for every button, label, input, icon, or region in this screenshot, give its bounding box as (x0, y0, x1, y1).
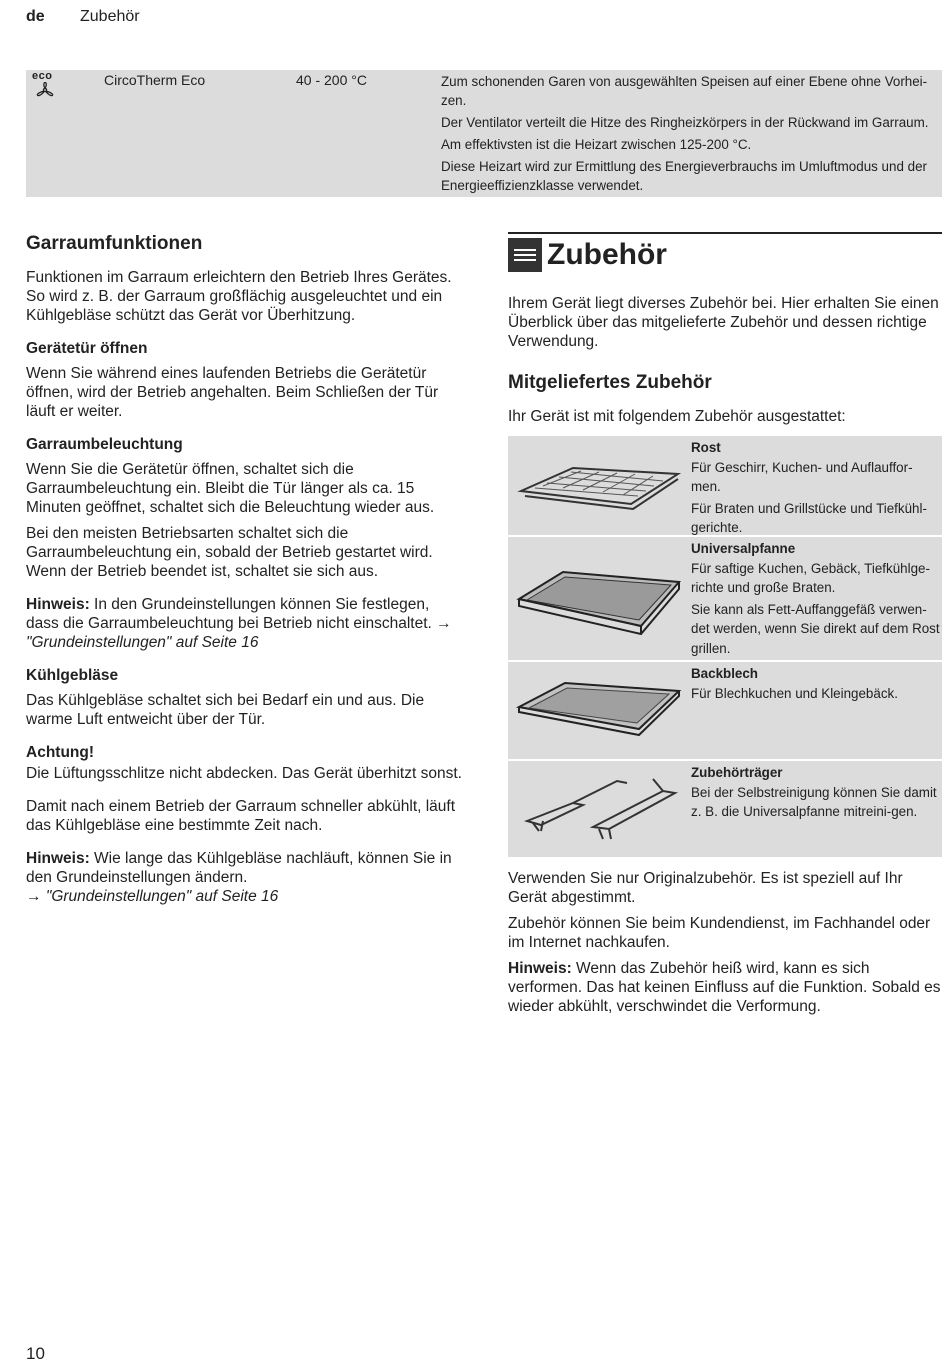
accessory-carrier-icon (508, 761, 688, 857)
accessory-text (688, 662, 941, 759)
desc-line: Am effektivsten ist die Heizart zwischen 125-200 °C. (441, 137, 752, 152)
note-label: Hinweis: (26, 596, 90, 613)
purchase-text: Zubehör können Sie beim Kundendienst, im Fachhandel oder im Internet nachkaufen. (508, 915, 931, 951)
accessory-row-universalpfanne (508, 537, 942, 662)
desc-line: Diese Heizart wird zur Ermittlung des Energieverbrauchs im Umluftmodus und der Energieeffizienzklasse verwendet. (441, 159, 927, 193)
page-reference-link[interactable]: "Grundeinstellungen" auf Seite 16 (26, 634, 259, 651)
accessory-text (688, 537, 941, 660)
warning-title: Achtung! (26, 744, 95, 761)
light-paragraph-1: Wenn Sie die Gerätetür öffnen, schaltet sich die Garraumbeleuchtung ein. Bleibt die Tür länger als ca. 15 Minuten geöffnet, schaltet sich die Beleuchtung wieder aus. (26, 461, 435, 516)
accessory-line: Für Geschirr, Kuchen- und Auflauffor-men. (691, 459, 913, 494)
page-reference-link[interactable]: "Grundeinstellungen" auf Seite 16 (45, 888, 279, 905)
accessory-name: Backblech (691, 666, 758, 681)
heat-deform-note-text: Wenn das Zubehör heiß wird, kann es sich verformen. Das hat keinen Einfluss auf die Funktion. Sobald es wieder abkühlt, verschwindet die Verformung. (508, 960, 941, 1015)
heating-mode-table (26, 70, 942, 197)
accessory-text (688, 436, 941, 535)
light-note-text: In den Grundeinstellungen können Sie festlegen, dass die Garraumbeleuchtung bei Betrieb nicht einschaltet. (26, 596, 432, 632)
accessory-row-backblech (508, 662, 942, 761)
zubehoer-title: Zubehör (547, 238, 667, 271)
mitgeliefertes-intro: Ihr Gerät ist mit folgendem Zubehör ausgestattet: (508, 408, 846, 425)
door-title: Gerätetür öffnen (26, 340, 148, 357)
heating-mode-description (441, 72, 941, 198)
zubehoer-intro: Ihrem Gerät liegt diverses Zubehör bei. Hier erhalten Sie einen Überblick über das mitgelieferte Zubehör und dessen richtige Verwendung. (508, 295, 939, 350)
light-paragraph-2: Bei den meisten Betriebsarten schaltet sich die Garraumbeleuchtung ein, sobald der Betrieb gestartet wird. Wenn der Betrieb beendet ist, schaltet sie sich aus. (26, 525, 433, 580)
accessory-line: Für Blechkuchen und Kleingebäck. (691, 685, 898, 701)
accessory-name: Universalpfanne (691, 541, 796, 556)
desc-line: Der Ventilator verteilt die Hitze des Ringheizkörpers in der Rückwand im Garraum. (441, 115, 929, 130)
garraumfunktionen-intro: Funktionen im Garraum erleichtern den Betrieb Ihres Gerätes. So wird z. B. der Garraum großflächig ausgeleuchtet und ein Kühlgebläse schützt das Gerät vor Überhitzung. (26, 269, 452, 324)
accessory-text (688, 761, 941, 857)
eco-label: eco (32, 70, 53, 82)
rack-icon (508, 436, 688, 535)
fan-note (26, 849, 466, 906)
note-label: Hinweis: (508, 960, 572, 977)
page-header (26, 8, 140, 26)
light-note (26, 595, 466, 652)
language-code: de (26, 8, 45, 25)
mitgeliefertes-title: Mitgeliefertes Zubehör (508, 372, 712, 393)
accessory-line: Sie kann als Fett-Auffanggefäß verwen-det werden, wenn Sie direkt auf dem Rost grillen. (691, 601, 940, 656)
arrow-icon: → (26, 888, 42, 905)
page-number: 10 (26, 1344, 45, 1363)
accessory-name: Zubehörträger (691, 765, 783, 780)
accessory-chapter-icon (508, 238, 542, 272)
zubehoer-heading (508, 232, 942, 272)
desc-line: Zum schonenden Garen von ausgewählten Speisen auf einer Ebene ohne Vorhei-zen. (441, 74, 928, 108)
accessory-line: Bei der Selbstreinigung können Sie damit z. B. die Universalpfanne mitreini-gen. (691, 784, 937, 819)
original-accessory-text: Verwenden Sie nur Originalzubehör. Es ist speziell auf Ihr Gerät abgestimmt. (508, 870, 903, 906)
accessory-row-zubehoertraeger (508, 761, 942, 857)
accessory-name: Rost (691, 440, 721, 455)
universal-pan-icon (508, 537, 688, 660)
header-section: Zubehör (80, 8, 140, 25)
fan-paragraph-2: Damit nach einem Betrieb der Garraum schneller abkühlt, läuft das Kühlgebläse eine bestimmte Zeit nach. (26, 798, 456, 834)
heat-deform-note (508, 959, 942, 1016)
fan-note-text: Wie lange das Kühlgebläse nachläuft, können Sie in den Grundeinstellungen ändern. (26, 850, 452, 886)
circotherm-eco-icon (32, 70, 60, 105)
door-text: Wenn Sie während eines laufenden Betriebs die Gerätetür öffnen, wird der Betrieb angehalten. Beim Schließen der Tür läuft er weiter. (26, 365, 439, 420)
warning-text: Die Lüftungsschlitze nicht abdecken. Das Gerät überhitzt sonst. (26, 765, 462, 782)
heating-mode-name: CircoTherm Eco (104, 72, 206, 88)
garraumfunktionen-title: Garraumfunktionen (26, 233, 203, 254)
accessory-line: Für saftige Kuchen, Gebäck, Tiefkühlge-richte und große Braten. (691, 560, 930, 595)
left-column (26, 232, 466, 913)
arrow-icon: → (436, 615, 452, 632)
baking-tray-icon (508, 662, 688, 759)
note-label: Hinweis: (26, 850, 90, 867)
accessory-table (508, 436, 942, 857)
fan-title: Kühlgebläse (26, 667, 119, 684)
accessory-row-rost (508, 436, 942, 537)
fan-text: Das Kühlgebläse schaltet sich bei Bedarf ein und aus. Die warme Luft entweicht über der Tür. (26, 692, 425, 728)
right-column (508, 232, 942, 1023)
heating-mode-temp: 40 - 200 °C (296, 72, 367, 88)
accessory-line: Für Braten und Grillstücke und Tiefkühl-gerichte. (691, 500, 927, 535)
light-title: Garraumbeleuchtung (26, 436, 183, 453)
fan-icon (32, 82, 58, 100)
